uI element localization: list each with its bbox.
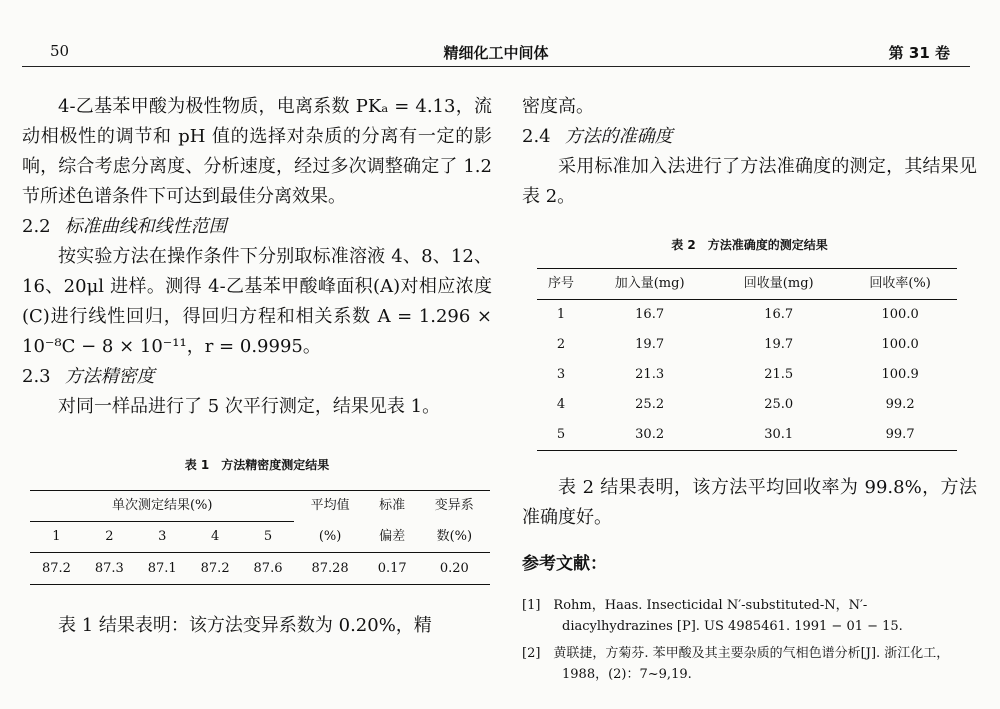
section-number: 2.2 [22, 216, 51, 237]
table1-sub-header: 4 [189, 522, 242, 553]
page-header [22, 36, 970, 67]
table1-cell: 87.3 [83, 553, 136, 585]
table2-cell: 100.0 [881, 337, 919, 352]
table1-caption: 表 1 方法精密度测定结果 [184, 458, 330, 472]
table2-cell: 19.7 [635, 337, 665, 352]
table2-row [537, 420, 957, 451]
table1-sd-header: 标准 [366, 491, 419, 522]
table1-sub-header: 1 [30, 522, 83, 553]
table1-cell: 87.2 [189, 553, 242, 585]
table2-cell: 3 [556, 367, 566, 382]
table2-header: 序号 [537, 269, 585, 300]
table1-sub-header: 5 [242, 522, 295, 553]
section-number: 2.4 [522, 126, 551, 147]
table2-cell: 99.2 [885, 397, 915, 412]
table1-mean-unit: (%) [318, 528, 342, 544]
section-heading-2-4 [522, 122, 977, 152]
table1-cell: 0.20 [419, 553, 490, 585]
paragraph-continued: 密度高。 [522, 96, 594, 117]
paragraph-calibration: 按实验方法在操作条件下分别取标准溶液 4、8、12、16、20μl 进样。测得 4-乙基苯甲酸峰面积(A)对相应浓度(C)进行线性回归，得回归方程和相关系数 A = 1.296 × 10⁻⁸C − 8 × 10⁻¹¹，r = 0.9995。 [22, 246, 492, 357]
section-title: 方法的准确度 [564, 126, 673, 147]
section-heading-2-3 [22, 362, 492, 392]
table1-cv-header-2: 数(%) [436, 528, 473, 544]
table2-cell: 4 [556, 397, 566, 412]
journal-title: 精细化工中间体 [443, 44, 549, 62]
table2-cell: 100.9 [881, 367, 919, 382]
volume-label: 第 31 卷 [888, 44, 950, 62]
table2-accuracy [537, 268, 957, 451]
paragraph-table2-result: 表 2 结果表明，该方法平均回收率为 99.8%，方法准确度好。 [522, 477, 977, 528]
section-title: 方法精密度 [64, 366, 155, 387]
table2-cell: 16.7 [635, 307, 665, 322]
table2-row [537, 360, 957, 390]
reference-item: [2] 黄联捷，方菊芬. 苯甲酸及其主要杂质的气相色谱分析[J]. 浙江化工，1988，(2)：7~9,19. [522, 646, 950, 682]
page-number: 50 [50, 42, 70, 60]
table2-cell: 21.3 [635, 367, 665, 382]
paragraph-table1-result: 表 1 结果表明：该方法变异系数为 0.20%，精 [58, 615, 432, 636]
references-heading: 参考文献： [522, 554, 607, 574]
left-column [22, 92, 492, 641]
table1-sub-header: 2 [83, 522, 136, 553]
table2-cell: 16.7 [764, 307, 794, 322]
reference-item: [1] Rohm，Haas. Insecticidal N′-substituted-N，N′-diacylhydrazines [P]. US 4985461. 1991 − 01 − 15. [522, 598, 903, 634]
table2-cell: 25.0 [764, 397, 794, 412]
table1-sub-header: 3 [136, 522, 189, 553]
table2-cell: 1 [556, 307, 566, 322]
table1-cell: 87.28 [294, 553, 365, 585]
table2-row [537, 300, 957, 331]
table2-cell: 30.2 [585, 420, 714, 451]
table2-row [537, 390, 957, 420]
paragraph-precision: 对同一样品进行了 5 次平行测定，结果见表 1。 [58, 396, 441, 417]
section-heading-2-2 [22, 212, 492, 242]
table1-mean-header: 平均值 [294, 491, 365, 522]
table2-header: 回收量(mg) [714, 269, 843, 300]
table1-precision [30, 490, 490, 585]
table2-cell: 30.1 [714, 420, 843, 451]
table2-row [537, 330, 957, 360]
table1-cell: 87.1 [136, 553, 189, 585]
table2-cell: 99.7 [843, 420, 957, 451]
table2-cell: 2 [556, 337, 566, 352]
table1-cell: 87.2 [30, 553, 83, 585]
right-column [522, 92, 977, 685]
table1-cell: 0.17 [366, 553, 419, 585]
table2-caption: 表 2 方法准确度的测定结果 [671, 238, 828, 252]
section-number: 2.3 [22, 366, 51, 387]
table1-sd-header-2: 偏差 [379, 528, 406, 544]
table2-cell: 21.5 [764, 367, 794, 382]
table2-header: 加入量(mg) [585, 269, 714, 300]
paragraph-ionization: 4-乙基苯甲酸为极性物质，电离系数 PKₐ = 4.13，流动相极性的调节和 pH 值的选择对杂质的分离有一定的影响，综合考虑分离度、分析速度，经过多次调整确定了 1.2 节所述色谱条件下可达到最佳分离效果。 [22, 96, 492, 207]
table1-cv-header: 变异系 [419, 491, 490, 522]
table2-header: 回收率(%) [843, 269, 957, 300]
table1-group-header: 单次测定结果(%) [30, 491, 294, 522]
table2-cell: 25.2 [635, 397, 665, 412]
table2-cell: 100.0 [881, 307, 919, 322]
table2-cell: 19.7 [764, 337, 794, 352]
table2-cell: 5 [537, 420, 585, 451]
paragraph-accuracy: 采用标准加入法进行了方法准确度的测定，其结果见表 2。 [522, 156, 977, 207]
table1-cell: 87.6 [242, 553, 295, 585]
section-title: 标准曲线和线性范围 [64, 216, 227, 237]
